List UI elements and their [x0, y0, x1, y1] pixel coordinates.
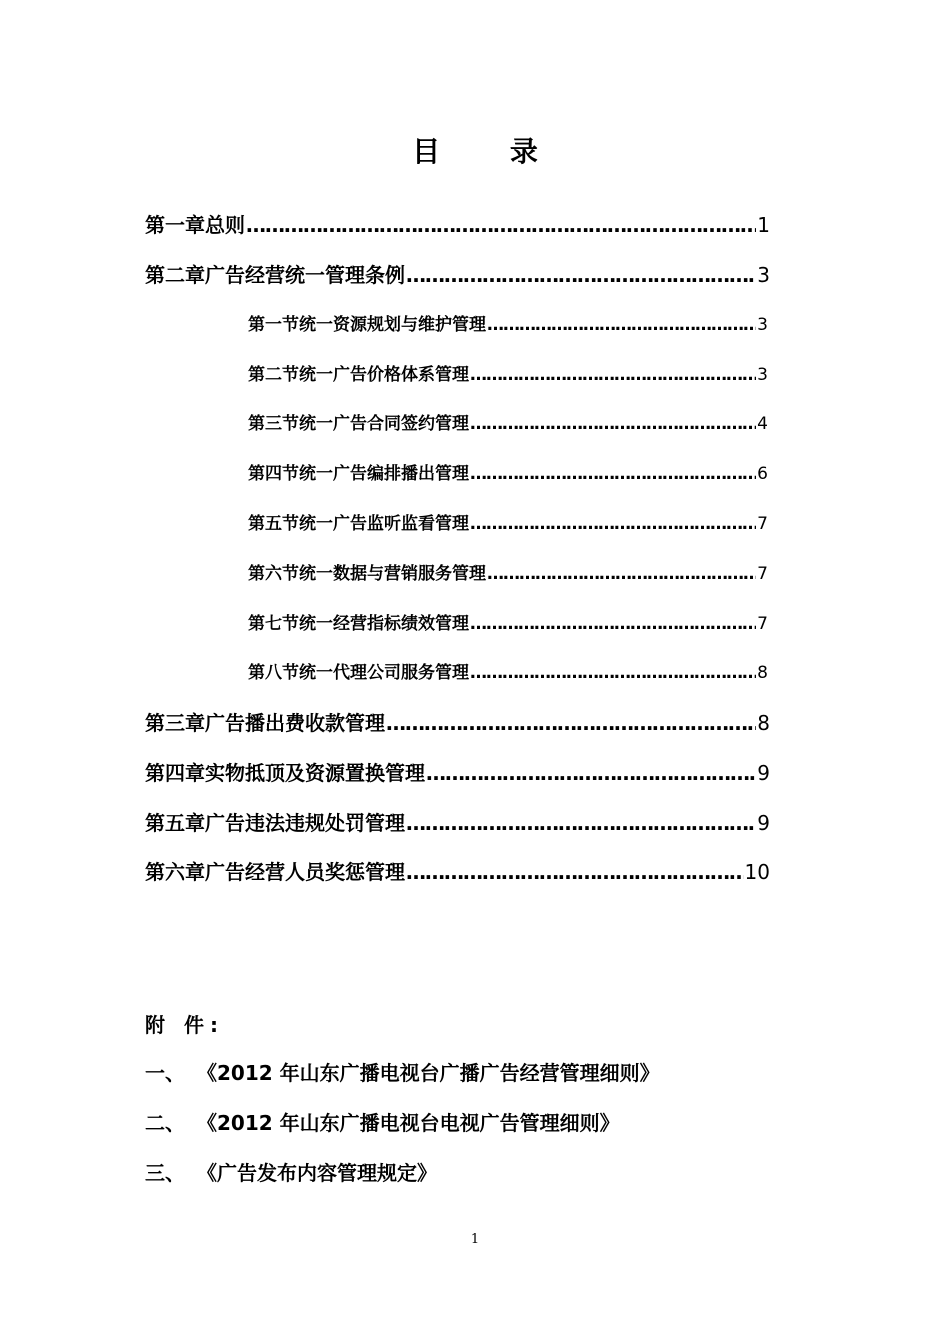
annex-item-1 — [145, 1058, 660, 1088]
page-number: 6 — [757, 464, 768, 484]
chapter-title: 广告播出费收款管理 — [205, 711, 385, 735]
section-number: 第八节 — [248, 663, 299, 683]
chapter-number: 第二章 — [145, 263, 205, 287]
toc-section-3[interactable] — [248, 411, 768, 437]
page-number: 7 — [757, 614, 768, 634]
section-title: 统一经营指标绩效管理 — [299, 614, 469, 634]
dot-leader — [406, 857, 744, 887]
dot-leader — [470, 660, 756, 686]
page-number: 8 — [757, 711, 770, 735]
section-number: 第一节 — [248, 315, 299, 335]
chapter-number: 第一章 — [145, 213, 205, 237]
toc-section-1[interactable] — [248, 312, 768, 338]
toc-chapter-2[interactable] — [145, 260, 770, 290]
chapter-title: 广告经营人员奖惩管理 — [205, 860, 405, 884]
toc-section-2[interactable] — [248, 362, 768, 388]
page-number: 10 — [744, 860, 770, 884]
dot-leader — [470, 511, 756, 537]
page-number: 3 — [757, 315, 768, 335]
section-number: 第三节 — [248, 414, 299, 434]
chapter-title: 实物抵顶及资源置换管理 — [205, 761, 425, 785]
toc-section-7[interactable] — [248, 611, 768, 637]
dot-leader — [470, 362, 756, 388]
page-number: 9 — [757, 761, 770, 785]
toc-chapter-6[interactable] — [145, 857, 770, 887]
section-number: 第七节 — [248, 614, 299, 634]
section-title: 统一数据与营销服务管理 — [299, 564, 486, 584]
annex-item-2 — [145, 1108, 620, 1138]
annex-item-number: 一、 — [145, 1061, 185, 1085]
toc-chapter-5[interactable] — [145, 808, 770, 838]
toc-title: 目 录 — [412, 135, 568, 168]
toc-section-5[interactable] — [248, 511, 768, 537]
chapter-number: 第五章 — [145, 811, 205, 835]
page-number: 7 — [757, 514, 768, 534]
section-title: 统一广告监听监看管理 — [299, 514, 469, 534]
annex-heading: 附 件: — [145, 1013, 224, 1037]
page-number: 9 — [757, 811, 770, 835]
annex-item-number: 二、 — [145, 1111, 185, 1135]
annex-item-title: 《2012 年山东广播电视台电视广告管理细则》 — [197, 1111, 620, 1135]
page-number: 1 — [757, 213, 770, 237]
page-number: 7 — [757, 564, 768, 584]
section-number: 第二节 — [248, 365, 299, 385]
section-title: 统一广告价格体系管理 — [299, 365, 469, 385]
dot-leader — [470, 611, 756, 637]
dot-leader — [487, 312, 756, 338]
page-number: 3 — [757, 263, 770, 287]
page-number: 3 — [757, 365, 768, 385]
chapter-title: 广告经营统一管理条例 — [205, 263, 405, 287]
toc-section-4[interactable] — [248, 461, 768, 487]
dot-leader — [470, 461, 756, 487]
page-number: 4 — [757, 414, 768, 434]
chapter-number: 第三章 — [145, 711, 205, 735]
dot-leader — [426, 758, 756, 788]
section-number: 第六节 — [248, 564, 299, 584]
section-number: 第四节 — [248, 464, 299, 484]
toc-chapter-1[interactable] — [145, 210, 770, 240]
page-footer-number: 1 — [470, 1232, 480, 1247]
toc-chapter-3[interactable] — [145, 708, 770, 738]
annex-item-title: 《2012 年山东广播电视台广播广告经营管理细则》 — [197, 1061, 660, 1085]
section-title: 统一代理公司服务管理 — [299, 663, 469, 683]
dot-leader — [470, 411, 756, 437]
chapter-title: 总则 — [205, 213, 245, 237]
dot-leader — [406, 260, 756, 290]
toc-section-6[interactable] — [248, 561, 768, 587]
annex-item-title: 《广告发布内容管理规定》 — [197, 1161, 437, 1185]
section-title: 统一资源规划与维护管理 — [299, 315, 486, 335]
toc-section-8[interactable] — [248, 660, 768, 686]
dot-leader — [406, 808, 756, 838]
annex-item-number: 三、 — [145, 1161, 185, 1185]
toc-chapter-4[interactable] — [145, 758, 770, 788]
page-number: 8 — [757, 663, 768, 683]
section-title: 统一广告编排播出管理 — [299, 464, 469, 484]
annex-item-3 — [145, 1158, 437, 1188]
chapter-title: 广告违法违规处罚管理 — [205, 811, 405, 835]
dot-leader — [487, 561, 756, 587]
dot-leader — [246, 210, 756, 240]
chapter-number: 第六章 — [145, 860, 205, 884]
section-number: 第五节 — [248, 514, 299, 534]
chapter-number: 第四章 — [145, 761, 205, 785]
section-title: 统一广告合同签约管理 — [299, 414, 469, 434]
dot-leader — [386, 708, 756, 738]
